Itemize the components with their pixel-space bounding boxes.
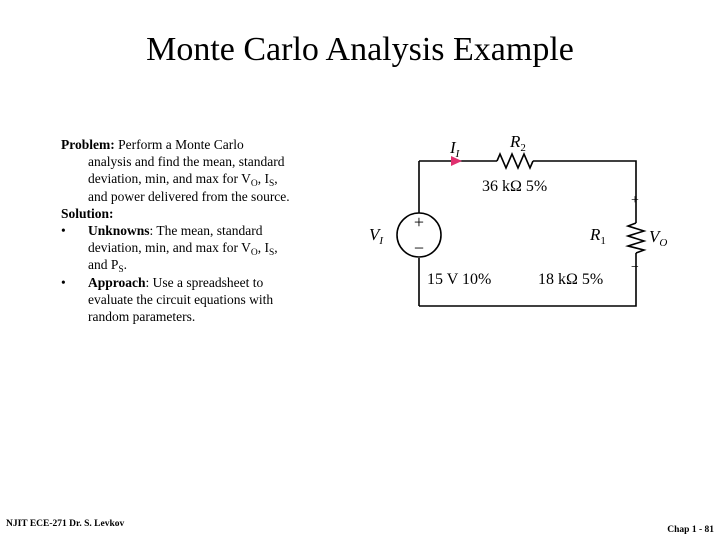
bullet-label: Approach	[88, 274, 146, 290]
footer-page-number: Chap 1 - 81	[667, 525, 714, 535]
bullet-line-3-text: and P	[88, 257, 119, 273]
subscript-s: S	[118, 265, 124, 276]
resistor-r2	[497, 154, 533, 168]
source-minus: −	[413, 238, 425, 258]
source-value: 15 V 10%	[427, 271, 492, 288]
problem-line-1: Perform a Monte Carlo	[114, 137, 244, 152]
bullet-line-2: evaluate the circuit equations with	[88, 291, 274, 307]
footer-course: NJIT ECE-271 Dr. S. Levkov	[6, 519, 125, 529]
subscript-o: O	[250, 248, 258, 259]
subscript-s: S	[268, 248, 275, 259]
resistor-r1	[628, 223, 644, 253]
problem-line-3-text: deviation, min, and max for V	[88, 171, 251, 187]
r1-value: 18 kΩ 5%	[538, 271, 604, 288]
problem-line-4: and power delivered from the source.	[88, 188, 290, 204]
bullet-line-1: : Use a spreadsheet to	[145, 274, 264, 290]
bullet-line-2-end: ,	[274, 240, 278, 256]
subscript-s: S	[268, 179, 275, 190]
wire-top-right	[533, 161, 636, 223]
r2-value: 36 kΩ 5%	[482, 178, 548, 195]
bullet-line-1: : The mean, standard	[149, 223, 263, 239]
bullet-line-3: random parameters.	[88, 309, 196, 325]
problem-line-3-end: ,	[274, 171, 278, 187]
output-label: $V_O$	[649, 227, 668, 249]
source-label: $V_I$	[369, 225, 384, 247]
current-label: $I_I$	[450, 138, 460, 160]
problem-sep: , I	[257, 171, 269, 187]
bullet-sep: , I	[257, 240, 269, 256]
solution-label-text: Solution:	[61, 205, 114, 221]
problem-line-2: analysis and find the mean, standard	[88, 154, 285, 170]
r2-label: $R_2$	[510, 132, 526, 154]
bullet-label: Unknowns	[88, 223, 150, 239]
subscript-o: O	[250, 179, 258, 190]
output-plus: +	[631, 193, 639, 208]
bullet-line-2-text: deviation, min, and max for V	[88, 240, 251, 256]
bullet-icon: •	[61, 274, 66, 290]
source-plus: +	[413, 212, 425, 232]
slide-title: Monte Carlo Analysis Example	[146, 31, 574, 68]
output-minus: −	[631, 260, 639, 275]
r1-label: $R_1$	[590, 225, 606, 247]
bullet-icon: •	[61, 223, 66, 239]
bullet-line-3-end: .	[123, 257, 128, 273]
problem-label: Problem:	[61, 137, 115, 152]
